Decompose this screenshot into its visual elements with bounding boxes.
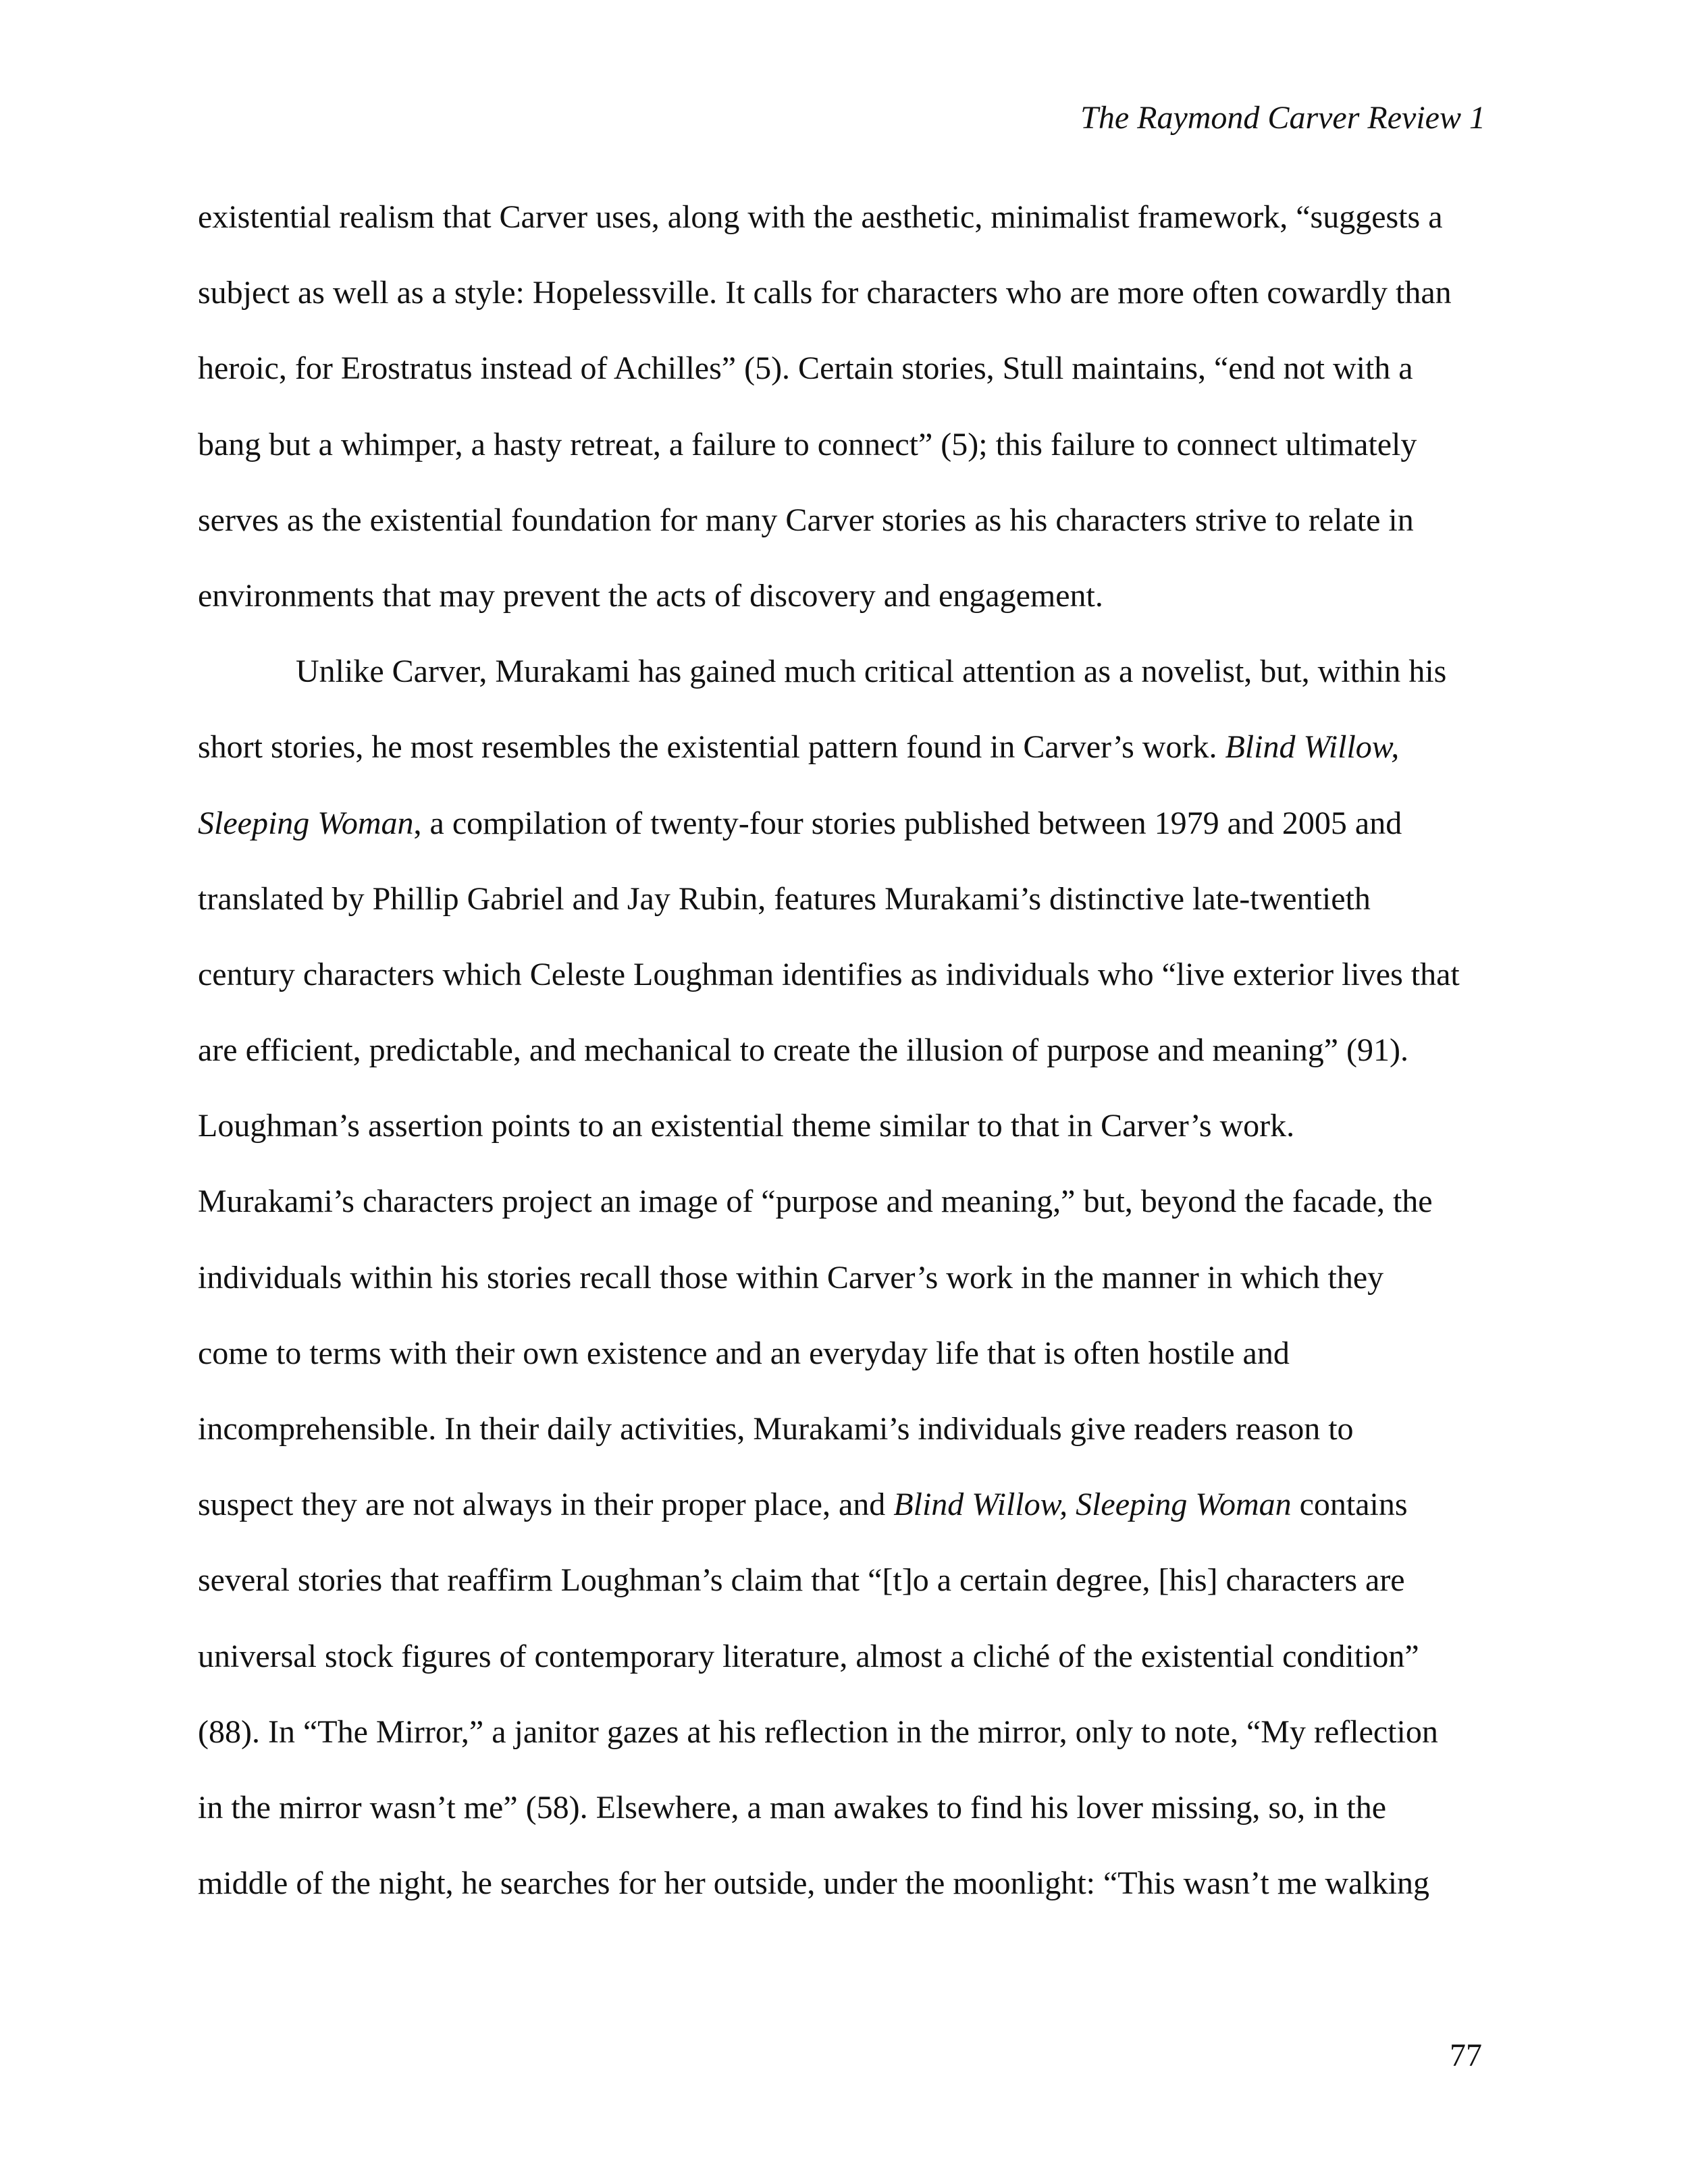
- text-span: middle of the night, he searches for her outside, under the moonlight: “This wasn’t me walking: [198, 1865, 1430, 1902]
- book-title: Blind Willow,: [1225, 729, 1400, 766]
- text-span: suspect they are not always in their proper place, and: [198, 1487, 894, 1523]
- text-span: Murakami’s characters project an image of “purpose and meaning,” but, beyond the facade, the: [198, 1183, 1433, 1220]
- text-line: [198, 1636, 1489, 1712]
- text-line: [198, 500, 1489, 576]
- text-line: [198, 1030, 1489, 1106]
- text-span: subject as well as a style: Hopelessville. It calls for characters who are more often cowardly than: [198, 275, 1452, 311]
- text-span: universal stock figures of contemporary literature, almost a cliché of the existential condition”: [198, 1638, 1419, 1674]
- text-line: [198, 1485, 1489, 1560]
- text-span: short stories, he most resembles the existential pattern found in Carver’s work.: [198, 729, 1225, 766]
- text-line: [198, 273, 1489, 348]
- text-span: Loughman’s assertion points to an existential theme similar to that in Carver’s work.: [198, 1108, 1295, 1144]
- text-span: are efficient, predictable, and mechanical to create the illusion of purpose and meaning” (91).: [198, 1032, 1409, 1069]
- book-title: Sleeping Woman: [198, 805, 414, 841]
- page-number: 77: [1450, 2037, 1482, 2073]
- text-span: heroic, for Erostratus instead of Achilles” (5). Certain stories, Stull maintains, “end not with a: [198, 350, 1413, 387]
- text-line: [198, 1712, 1489, 1788]
- text-line: [198, 1258, 1489, 1333]
- text-line: [198, 348, 1489, 424]
- text-line: [198, 425, 1489, 500]
- text-line: [198, 1560, 1489, 1636]
- text-span: , a compilation of twenty-four stories published between 1979 and 2005 and: [413, 805, 1402, 841]
- text-line: [198, 1788, 1489, 1863]
- body-text: [198, 197, 1489, 1939]
- text-line: [198, 955, 1489, 1030]
- text-line: [198, 727, 1489, 803]
- text-line: [198, 197, 1489, 273]
- paragraph-first-line: [198, 651, 1489, 727]
- text-span: bang but a whimper, a hasty retreat, a failure to connect” (5); this failure to connect ultimately: [198, 426, 1417, 462]
- text-line: [198, 576, 1489, 651]
- text-span: translated by Phillip Gabriel and Jay Rubin, features Murakami’s distinctive late-twentieth: [198, 880, 1371, 917]
- text-line: [198, 1409, 1489, 1485]
- running-header: The Raymond Carver Review 1: [1080, 100, 1485, 136]
- text-line: [198, 879, 1489, 955]
- text-span: several stories that reaffirm Loughman’s claim that “[t]o a certain degree, [his] characters are: [198, 1562, 1405, 1599]
- text-span: (88). In “The Mirror,” a janitor gazes at his reflection in the mirror, only to note, “My reflection: [198, 1713, 1438, 1750]
- text-span: Unlike Carver, Murakami has gained much critical attention as a novelist, but, within his: [296, 654, 1447, 690]
- text-line: [198, 1181, 1489, 1257]
- text-span: serves as the existential foundation for many Carver stories as his characters strive to relate in: [198, 502, 1414, 538]
- text-span: contains: [1291, 1487, 1408, 1523]
- text-line: [198, 1333, 1489, 1409]
- text-span: century characters which Celeste Loughman identifies as individuals who “live exterior lives that: [198, 956, 1460, 992]
- text-span: environments that may prevent the acts of discovery and engagement.: [198, 577, 1103, 614]
- text-span: existential realism that Carver uses, along with the aesthetic, minimalist framework, “suggests a: [198, 199, 1443, 235]
- text-span: come to terms with their own existence and an everyday life that is often hostile and: [198, 1335, 1290, 1371]
- text-span: in the mirror wasn’t me” (58). Elsewhere, a man awakes to find his lover missing, so, in the: [198, 1789, 1387, 1826]
- text-span: incomprehensible. In their daily activities, Murakami’s individuals give readers reason to: [198, 1411, 1354, 1447]
- text-line: [198, 1106, 1489, 1181]
- text-span: individuals within his stories recall those within Carver’s work in the manner in which they: [198, 1259, 1384, 1296]
- text-line: [198, 1863, 1489, 1939]
- text-line: [198, 803, 1489, 879]
- book-title: Blind Willow, Sleeping Woman: [893, 1487, 1292, 1523]
